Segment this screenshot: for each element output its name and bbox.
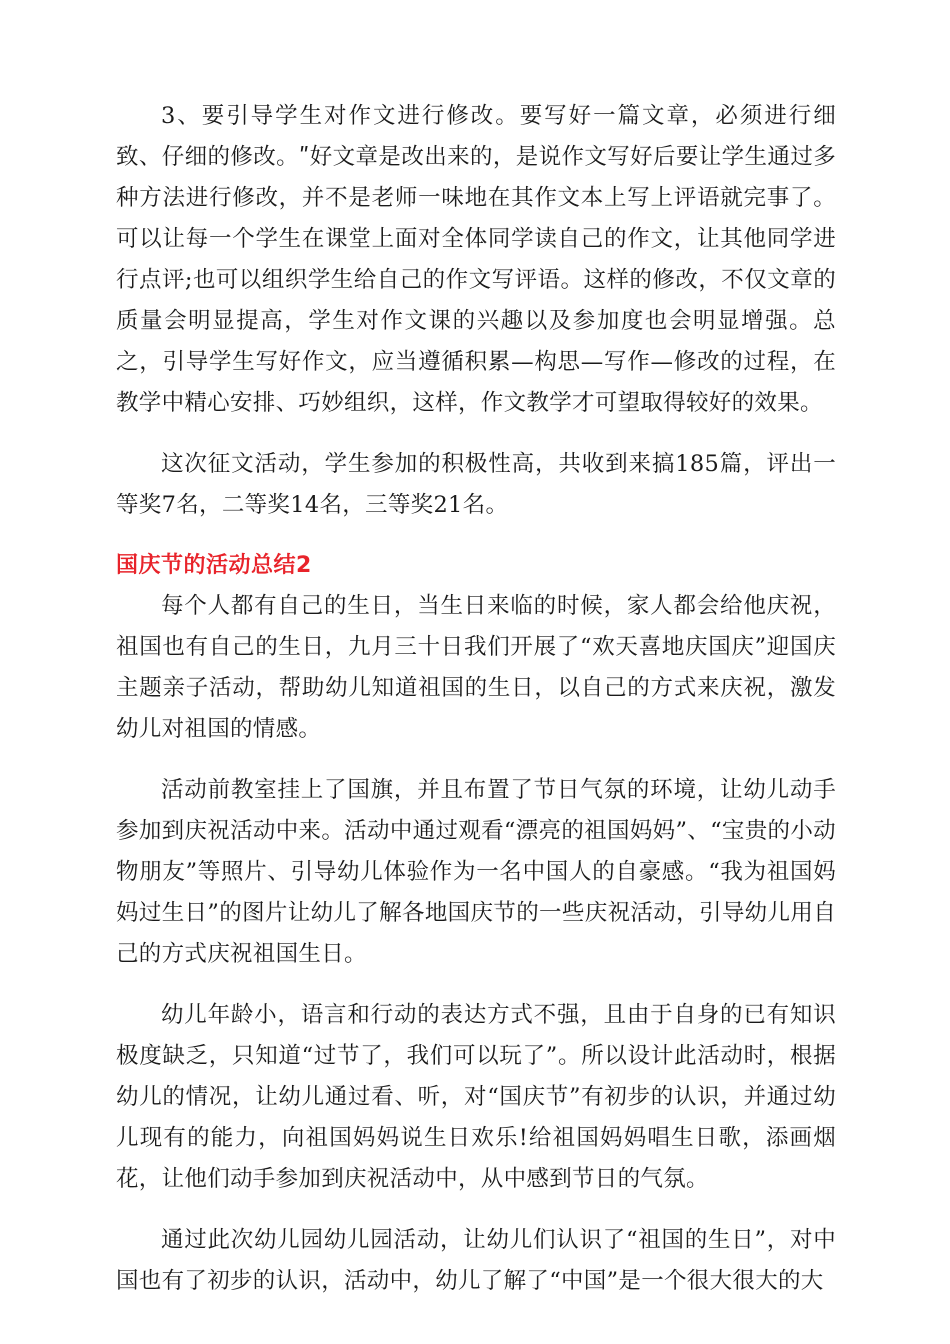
document-page xyxy=(116,96,836,1302)
paragraph-birthday-intro: 每个人都有自己的生日，当生日来临的时候，家人都会给他庆祝，祖国也有自己的生日，九月三十日我们开展了“欢天喜地庆国庆”迎国庆主题亲子活动，帮助幼儿知道祖国的生日，以自己的方式来庆祝，激发幼儿对祖国的情感。 xyxy=(116,593,836,742)
paragraph-revision-guidance: 3、要引导学生对作文进行修改。要写好一篇文章，必须进行细致、仔细的修改。ʺ好文章是改出来的，是说作文写好后要让学生通过多种方法进行修改，并不是老师一味地在其作文本上写上评语就完事了。可以让每一个学生在课堂上面对全体同学读自己的作文，让其他同学进行点评;也可以组织学生给自己的作文写评语。这样的修改，不仅文章的质量会明显提高，学生对作文课的兴趣以及参加度也会明显增强。总之，引导学生写好作文，应当遵循积累—构思—写作—修改的过程，在教学中精心安排、巧妙组织，这样，作文教学才可望取得较好的效果。 xyxy=(116,103,836,416)
paragraph-activity-design: 幼儿年龄小，语言和行动的表达方式不强，且由于自身的已有知识极度缺乏，只知道“过节了，我们可以玩了”。所以设计此活动时，根据幼儿的情况，让幼儿通过看、听，对“国庆节”有初步的认识，并通过幼儿现有的能力，向祖国妈妈说生日欢乐!给祖国妈妈唱生日歌，添画烟花，让他们动手参加到庆祝活动中，从中感到节日的气氛。 xyxy=(116,1002,836,1192)
paragraph-gap xyxy=(116,750,836,770)
paragraph-activity-outcome: 通过此次幼儿园幼儿园活动，让幼儿们认识了“祖国的生日”，对中国也有了初步的认识，活动中，幼儿了解了“中国”是一个很大很大的大 xyxy=(116,1227,836,1294)
paragraph-contest-results: 这次征文活动，学生参加的积极性高，共收到来搞185篇，评出一等奖7名，二等奖14名，三等奖21名。 xyxy=(116,451,836,518)
section-heading: 国庆节的活动总结2 xyxy=(116,553,312,578)
paragraph-gap xyxy=(116,1200,836,1220)
paragraph-gap xyxy=(116,424,836,444)
paragraph-gap xyxy=(116,526,836,546)
paragraph-classroom-prep: 活动前教室挂上了国旗，并且布置了节日气氛的环境，让幼儿动手参加到庆祝活动中来。活动中通过观看“漂亮的祖国妈妈”、“宝贵的小动物朋友”等照片、引导幼儿体验作为一名中国人的自豪感。“我为祖国妈妈过生日”的图片让幼儿了解各地国庆节的一些庆祝活动，引导幼儿用自己的方式庆祝祖国生日。 xyxy=(116,777,836,967)
paragraph-gap xyxy=(116,975,836,995)
